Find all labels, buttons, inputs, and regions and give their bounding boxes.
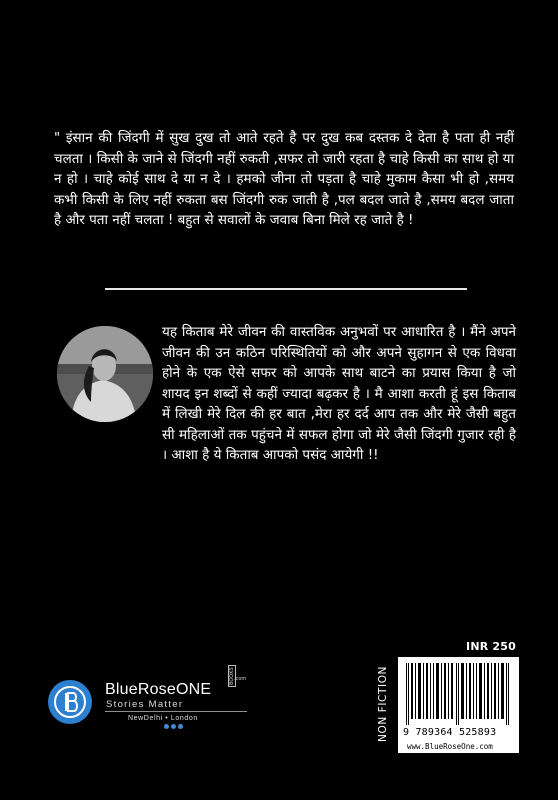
author-bio	[54, 322, 516, 466]
category-label: NON FICTION	[377, 665, 389, 742]
publisher-name: BlueRoseONE	[105, 681, 212, 698]
instagram-icon	[164, 724, 169, 729]
photo-text-wrap	[54, 322, 162, 448]
publisher-rule	[105, 711, 247, 712]
isbn-digits: 9 789364 525893	[403, 727, 497, 738]
publisher-website: www.BlueRoseOne.com	[407, 742, 493, 751]
bluerose-logo-icon	[46, 678, 94, 726]
section-divider	[105, 288, 467, 290]
back-cover-quote: " इंसान की जिंदगी में सुख दुख तो आते रहते है पर दुख कब दस्तक दे देता है पता ही नहीं चलता । किसी के जाने से जिंदगी नहीं रुकती ,सफर तो जारी रहता है चाहे किसी का साथ हो या न हो । चाहे कोई साथ दे या न दे । हमको जीना तो पड़ता है चाहे मुकाम कैसा भी हो ,समय कभी किसी के लिए नहीं रुकता बस जिंदगी रुक जाती है ,पल बदल जाते है ,समय बदल जाता है और पता नहीं चलता ! बहुत से सवालों के जवाब बिना मिले रह जाते है !	[54, 130, 514, 228]
social-icons	[164, 724, 183, 729]
price-label: INR 250	[466, 640, 516, 653]
twitter-icon	[178, 724, 183, 729]
publisher-imprint: BOOKS	[229, 667, 235, 685]
publisher-locations: NewDelhi • London	[128, 715, 198, 722]
author-bio-text: यह किताब मेरे जीवन की वास्तविक अनुभवों पर आधारित है । मैंने अपने जीवन की उन कठिन परिस्थितियों को और अपने सुहागन से एक विधवा होने के एक ऐसे सफर को आपके साथ बाटने का प्रयास किया है जो शायद इन शब्दों से कहीं ज्यादा बढ़कर है । मै आशा करती हूं इस किताब में लिखी मेरे दिल की हर बात ,मेरा हर दर्द आप तक और मेरे जैसी बहुत सी महिलाओं तक पहुंचने में सफल होगा जो मेरे जैसी जिंदगी गुजार रही है । आशा है ये किताब आपको पसंद आयेगी !!	[162, 324, 516, 463]
publisher-tagline: Stories Matter	[106, 699, 184, 710]
publisher-domain: .com	[234, 676, 247, 682]
barcode-bars	[398, 657, 519, 727]
facebook-icon	[171, 724, 176, 729]
isbn-barcode	[398, 657, 519, 753]
